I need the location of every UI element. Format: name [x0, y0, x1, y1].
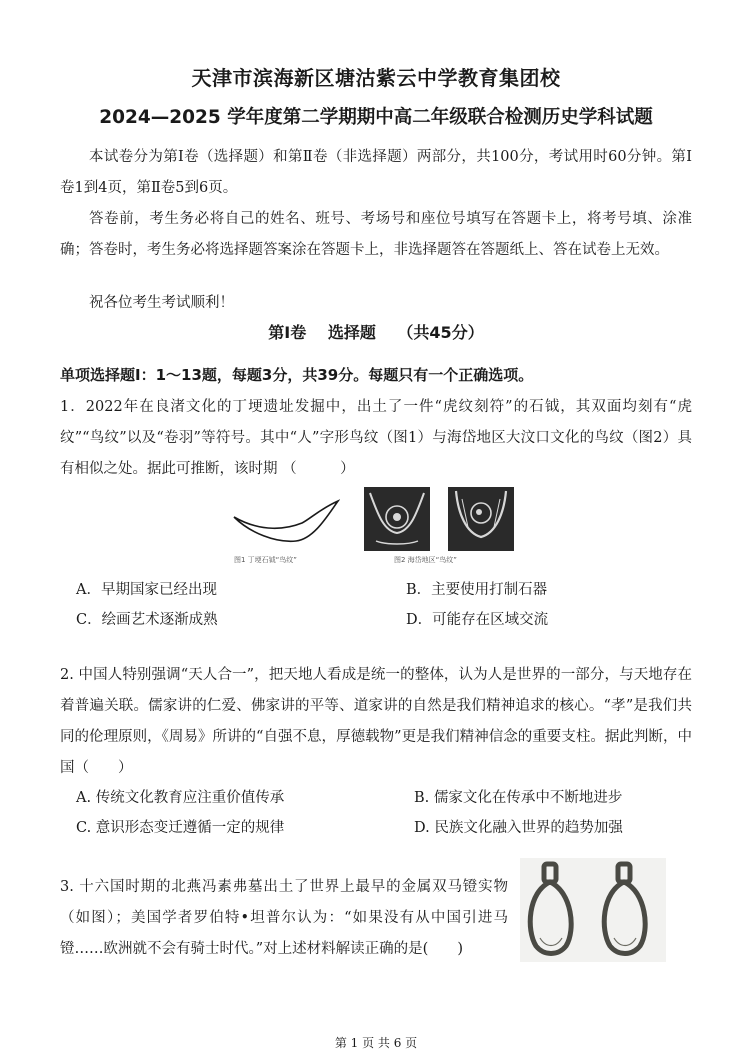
question-3-stem: 3. 十六国时期的北燕冯素弗墓出土了世界上最早的金属双马镫实物（如图）；美国学者罗伯特•坦普尔认为：“如果没有从中国引进马镫……欧洲就不会有骑士时代。”对上述材料解读正确的是( ) — [60, 879, 508, 957]
question-2-stem: 2. 中国人特别强调“天人合一”，把天地人看成是统一的整体，认为人是世界的一部分，与天地存在着普遍关联。儒家讲的仁爱、佛家讲的平等、道家讲的自然是我们精神追求的核心。“孝”是我们共同的伦理原则，《周易》所讲的“自强不息，厚德载物”更是我们精神信念的重要支柱。据此判断，中国（ ） — [60, 667, 692, 776]
bird-pattern-figure-1 — [232, 499, 340, 545]
school-title: 天津市滨海新区塘沽紫云中学教育集团校 — [191, 66, 561, 90]
question-1-stem: 1．2022年在良渚文化的丁埂遗址发掘中，出土了一件“虎纹刻符”的石钺，其双面均刻有“虎纹”“鸟纹”以及“卷羽”等符号。其中“人”字形鸟纹（图1）与海岱地区大汶口文化的鸟纹（图2）具有相似之处。据此可推断，该时期 （ ） — [60, 399, 692, 477]
section-part: 第Ⅰ卷 — [268, 323, 307, 342]
bird-pattern-figure-2b — [448, 487, 514, 551]
question-instruction: 单项选择题Ⅰ：1～13题，每题3分，共39分。每题只有一个正确选项。 — [60, 366, 534, 384]
figure-1-caption: 图1 丁埂石钺“鸟纹” — [234, 556, 297, 564]
page-footer: 第 1 页 共 6 页 — [334, 1036, 418, 1050]
question-1-option-a: A．早期国家已经出现 — [76, 582, 217, 598]
bird-pattern-figure-2a — [364, 487, 430, 551]
question-1-option-c: C．绘画艺术逐渐成熟 — [76, 612, 218, 628]
question-1-option-d: D．可能存在区域交流 — [406, 612, 549, 628]
exam-title: 2024—2025 学年度第二学期期中高二年级联合检测历史学科试题 — [99, 107, 653, 128]
section-score: （共45分） — [397, 323, 484, 342]
section-heading — [0, 320, 752, 343]
question-2-option-b: B. 儒家文化在传承中不断地进步 — [414, 790, 623, 806]
question-1-figures — [232, 485, 522, 575]
question-2-option-c: C. 意识形态变迁遵循一定的规律 — [76, 820, 285, 836]
question-2-option-d: D. 民族文化融入世界的趋势加强 — [414, 820, 623, 836]
section-name: 选择题 — [327, 323, 376, 342]
figure-2-caption: 图2 海岱地区“鸟纹” — [394, 556, 457, 564]
intro-paragraph-3: 祝各位考生考试顺利！ — [89, 295, 234, 311]
question-1-option-b: B．主要使用打制石器 — [406, 582, 548, 598]
intro-paragraph-2: 答卷前，考生务必将自己的姓名、班号、考场号和座位号填写在答题卡上，将考号填、涂准确；答卷时，考生务必将选择题答案涂在答题卡上，非选择题答在答题纸上、答在试卷上无效。 — [60, 211, 692, 258]
question-2-option-a: A. 传统文化教育应注重价值传承 — [76, 790, 285, 806]
intro-paragraph-1: 本试卷分为第Ⅰ卷（选择题）和第Ⅱ卷（非选择题）两部分，共100分，考试用时60分钟。第Ⅰ卷1到4页，第Ⅱ卷5到6页。 — [60, 149, 692, 196]
double-stirrup-image — [520, 858, 666, 962]
